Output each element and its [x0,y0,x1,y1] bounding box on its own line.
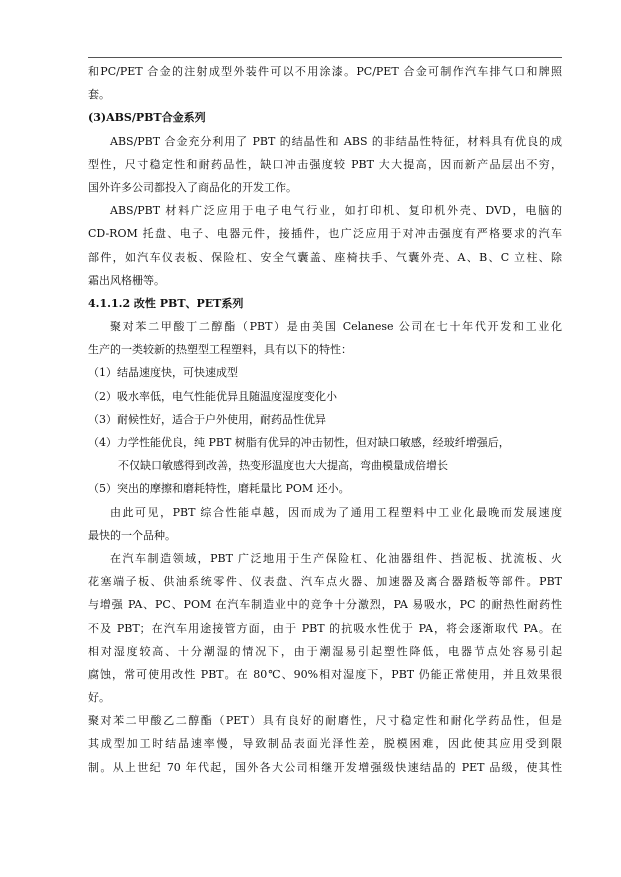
text-line: 和PC/PET 合金的注射成型外装件可以不用涂漆。PC/PET 合金可制作汽车排气口和牌照 [88,65,562,78]
text-line: ABS/PBT 材料广泛应用于电子电气行业，如打印机、复印机外壳、DVD，电脑的 [110,204,562,218]
section-heading: (3)ABS/PBT合金系列 [88,111,206,125]
text-line: （3）耐候性好，适合于户外使用，耐药品性优异 [88,412,326,426]
text-line: 聚对苯二甲酸乙二醇酯（PET）具有良好的耐磨性，尺寸稳定性和耐化学药品性，但是 [88,714,562,728]
text-line: 型性，尺寸稳定性和耐药品性，缺口冲击强度较 PBT 大大提高，因而新产品层出不穷， [88,157,562,171]
document-body [88,60,562,779]
text-line: 在汽车制造领域，PBT 广泛地用于生产保险杠、化油器组件、挡泥板、扰流板、火 [110,551,562,565]
text-line: 其成型加工时结晶速率慢，导致制品表面光泽性差，脱模困难，因此使其应用受到限 [88,737,562,751]
header-rule [88,57,562,58]
section-heading: 4.1.1.2 改性 PBT、PET系列 [88,296,244,310]
text-line: 与增强 PA、PC、POM 在汽车制造业中的竞争十分激烈，PA 易吸水，PC 的耐热性耐药性 [88,598,562,612]
text-line: 制。从上世纪 70 年代起，国外各大公司相继开发增强级快速结晶的 PET 品级，使其性 [88,760,562,774]
text-line: 国外许多公司都投入了商品化的开发工作。 [88,180,297,194]
text-line: （1）结晶速度快，可快速成型 [88,366,238,380]
text-line: （2）吸水率低，电气性能优异且随温度湿度变化小 [88,389,337,403]
text-line: CD-ROM 托盘、电子、电器元件，接插件，也广泛应用于对冲击强度有严格要求的汽车 [88,227,562,241]
text-line: 部件，如汽车仪表板、保险杠、安全气囊盖、座椅扶手、气囊外壳、A、B、C 立柱、除 [88,250,562,264]
text-line: 不仅缺口敏感得到改善，热变形温度也大大提高，弯曲模量成倍增长 [118,459,448,473]
text-line: 相对湿度较高、十分潮湿的情况下，由于潮湿易引起塑性降低，电器节点处容易引起 [88,644,562,658]
text-line: 花塞端子板、供油系统零件、仪表盘、汽车点火器、加速器及离合器踏板等部件。PBT [88,575,562,589]
text-line: ABS/PBT 合金充分利用了 PBT 的结晶性和 ABS 的非结晶性特征，材料具有优良的成 [110,134,562,148]
text-line: 生产的一类较新的热塑型工程塑料，具有以下的特性： [88,343,352,357]
text-line: 由此可见，PBT 综合性能卓越，因而成为了通用工程塑料中工业化最晚而发展速度 [110,505,562,519]
text-line: 不及 PBT；在汽车用途接管方面，由于 PBT 的抗吸水性优于 PA，将会逐渐取代 PA。在 [88,621,562,635]
text-line: 好。 [88,691,110,705]
text-line: 腐蚀，常可使用改性 PBT。在 80℃、90%相对湿度下，PBT 仍能正常使用，并且效果很 [88,667,562,681]
text-line: 套。 [88,88,110,102]
text-line: 聚对苯二甲酸丁二醇酯（PBT）是由美国 Celanese 公司在七十年代开发和工业化 [110,320,562,334]
text-line: （4）力学性能优良，纯 PBT 树脂有优异的冲击韧性，但对缺口敏感，经玻纤增强后， [88,436,510,449]
text-line: （5）突出的摩擦和磨耗特性，磨耗量比 POM 还小。 [88,482,350,496]
text-line: 霜出风格栅等。 [88,273,165,287]
text-line: 最快的一个品种。 [88,528,176,542]
